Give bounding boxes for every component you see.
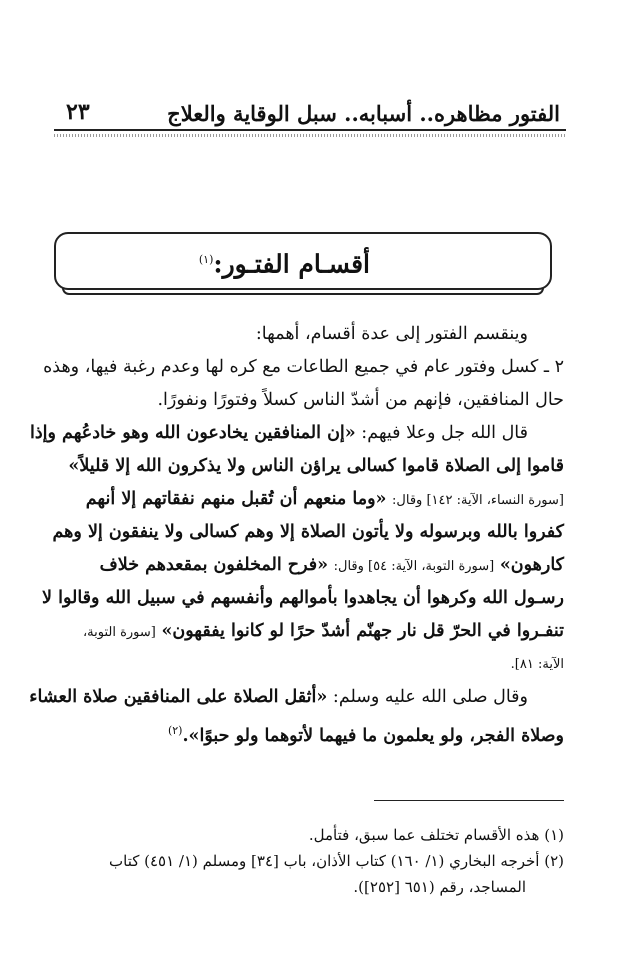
section-title-text: أقسـام الفتـور: [213, 249, 370, 279]
running-header-title: الفتور مظاهره.. أسبابه.. سبل الوقاية والعلاج [167, 101, 560, 126]
header-rule [54, 129, 566, 137]
footnote-1: (١) هذه الأقسام تختلف عما سبق، فتأمل. [308, 826, 564, 844]
verse-reference: [سورة التوبة، [82, 625, 156, 640]
paragraph-line [58, 615, 564, 648]
footnotes [58, 822, 564, 900]
paragraph-line: ٢ ـ كسل وفتور عام في جميع الطاعات مع كره لها وعدم رغبة فيها، وهذه [43, 357, 564, 377]
verse-reference: [سورة النساء، الآية: ١٤٢] وقال: [392, 493, 564, 508]
paragraph-line: وينقسم الفتور إلى عدة أقسام، أهمها: [255, 324, 528, 344]
hadith-quote: «أثقل الصلاة على المنافقين صلاة العشاء [29, 687, 328, 707]
footnote-rule [374, 800, 564, 801]
hadith-quote: وصلاة الفجر، ولو يعلمون ما فيهما لأتوهما ولو حبوًا». [182, 725, 564, 746]
body-text [29, 318, 564, 747]
quran-quote: «إن المنافقين يخادعون الله وهو خادعُهم وإذا [29, 423, 356, 443]
footnote-2: (٢) أخرجه البخاري (١/ ١٦٠) كتاب الأذان، باب [٣٤] ومسلم (١/ ٤٥١) كتاب [109, 852, 564, 870]
hadith-intro: وقال صلى الله عليه وسلم: [332, 687, 528, 707]
quran-quote: تنفـروا في الحرّ قل نار جهنّم أشدّ حرًا لو كانوا يفقهون» [161, 621, 564, 641]
quote-intro: قال الله جل وعلا فيهم: [361, 423, 528, 443]
verse-reference-line: الآية: ٨١]. [510, 657, 564, 672]
paragraph-line [29, 681, 564, 714]
quran-quote-line: كفروا بالله وبرسوله ولا يأتون الصلاة إلا وهم كسالى ولا ينفقون إلا وهم [52, 522, 564, 542]
paragraph-line [29, 417, 564, 450]
paragraph-line [58, 549, 564, 582]
quran-quote-line: قاموا إلى الصلاة قاموا كسالى يراؤن الناس ولا يذكرون الله إلا قليلاً» [68, 456, 564, 476]
footnote-2-continuation: المساجد، رقم (٦٥١ [٢٥٢]). [353, 878, 526, 896]
quran-quote: «فرح المخلفون بمقعدهم خلاف [99, 555, 329, 575]
section-footnote-ref: (١) [198, 253, 214, 266]
footnote-ref: (٢) [167, 724, 183, 737]
quran-quote-line: رسـول الله وكرهوا أن يجاهدوا بأموالهم وأنفسهم في سبيل الله وقالوا لا [42, 588, 564, 608]
paragraph-line [58, 483, 564, 516]
paragraph-line [58, 714, 564, 747]
quran-quote: كارهون» [499, 555, 564, 575]
section-title [199, 242, 370, 282]
page-number: ٢٣ [66, 99, 90, 125]
verse-reference: [سورة التوبة، الآية: ٥٤] وقال: [333, 559, 495, 574]
section-heading-box [54, 232, 552, 290]
quran-quote: «وما منعهم أن تُقبل منهم نفقاتهم إلا أنهم [85, 489, 387, 509]
paragraph-line: حال المنافقين، فإنهم من أشدّ الناس كسلاً وفتورًا ونفورًا. [157, 390, 564, 410]
